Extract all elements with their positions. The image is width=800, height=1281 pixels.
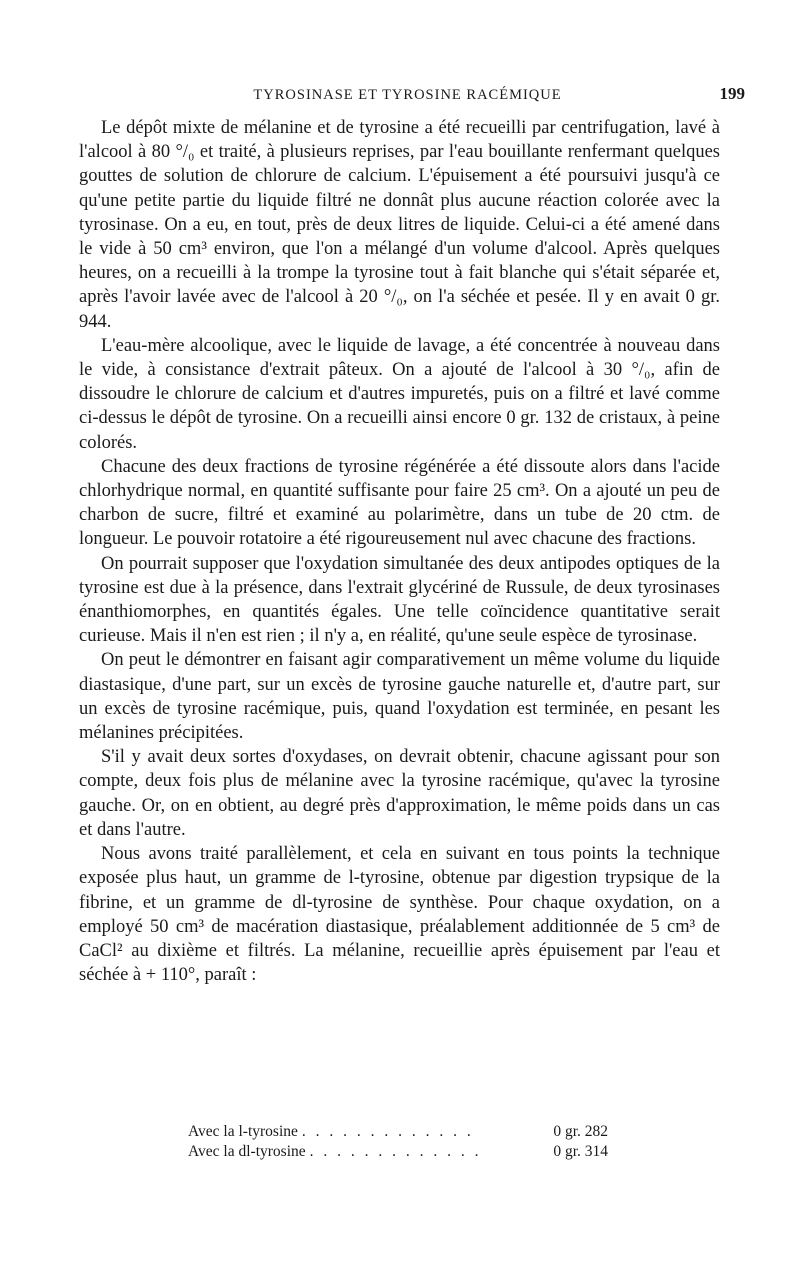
results-table [188, 1122, 608, 1162]
page-number: 199 [719, 84, 745, 103]
paragraph-2: L'eau-mère alcoolique, avec le liquide de lavage, a été concentrée à nouveau dans le vide, à consistance d'extrait pâteux. On a ajouté de l'alcool à 30 °/₀, afin de dissoudre le chlorure de calcium et d'autres impuretés, puis on a filtré et lavé comme ci-dessus le dépôt de tyrosine. On a recueilli ainsi encore 0 gr. 132 de cristaux, à peine colorés. [79, 335, 720, 453]
paragraph-4: On pourrait supposer que l'oxydation simultanée des deux antipodes optiques de la tyrosine est due à la présence, dans l'extrait glycériné de Russule, de deux tyrosinases énanthiomorphes, en quantités égales. Une telle coïncidence quantitative serait curieuse. Mais il n'en est rien ; il n'y a, en réalité, qu'une seule espèce de tyrosinase. [79, 553, 720, 647]
paragraph-6: S'il y avait deux sortes d'oxydases, on devrait obtenir, chacune agissant pour son compte, deux fois plus de mélanine avec la tyrosine racémique, qu'avec la tyrosine gauche. Or, on en obtient, au degré près d'approximation, le même poids dans un cas et dans l'autre. [79, 747, 720, 840]
paragraph-5: On peut le démontrer en faisant agir comparativement un même volume du liquide diastasique, d'une part, sur un excès de tyrosine gauche naturelle et, d'autre part, sur un excès de tyrosine racémique, puis, quand l'oxydation est terminée, en pesant les mélanines précipitées. [79, 650, 720, 744]
result-value: 0 gr. 282 [553, 1123, 608, 1140]
result-label: Avec la l-tyrosine [188, 1123, 298, 1140]
dot-leader: . . . . . . . . . . . . . [309, 1143, 482, 1160]
result-row [188, 1142, 608, 1162]
result-value: 0 gr. 314 [553, 1143, 608, 1160]
result-row [188, 1122, 608, 1142]
running-title: TYROSINASE ET TYROSINE RACÉMIQUE [253, 87, 562, 103]
paragraph-3: Chacune des deux fractions de tyrosine régénérée a été dissoute alors dans l'acide chlorhydrique normal, en quantité suffisante pour faire 25 cm³. On a ajouté un peu de charbon de sucre, filtré et examiné au polarimètre, dans un tube de 20 ctm. de longueur. Le pouvoir rotatoire a été rigoureusement nul avec chacune des fractions. [79, 456, 720, 550]
paragraph-7: Nous avons traité parallèlement, et cela en suivant en tous points la technique exposée plus haut, un gramme de l-tyrosine, obtenue par digestion trypsique de la fibrine, et un gramme de dl-tyrosine de synthèse. Pour chaque oxydation, on a employé 50 cm³ de macération diastasique, préalablement additionnée de 5 cm³ de CaCl² au dixième et filtrés. La mélanine, recueillie après épuisement par l'eau et séchée à + 110°, paraît : [79, 844, 720, 986]
paragraph-1: Le dépôt mixte de mélanine et de tyrosine a été recueilli par centrifugation, lavé à l'alcool à 80 °/₀ et traité, à plusieurs reprises, par l'eau bouillante renfermant quelques gouttes de solution de chlorure de calcium. L'épuisement a été poursuivi jusqu'à ce qu'une petite partie du liquide filtré ne donnât plus aucune réaction colorée avec la tyrosinase. On a eu, en tout, près de deux litres de liquide. Celui-ci a été amené dans le vide à 50 cm³ environ, que l'on a mélangé d'un volume d'alcool. Après quelques heures, on a recueilli à la trompe la tyrosine tout à fait blanche qui s'était séparée et, après l'avoir lavée avec de l'alcool à 20 °/₀, on l'a séchée et pesée. Il y en avait 0 gr. 944. [79, 118, 720, 332]
result-label: Avec la dl-tyrosine [188, 1143, 306, 1160]
body-text [79, 116, 720, 987]
dot-leader: . . . . . . . . . . . . . [301, 1123, 474, 1140]
running-head [70, 84, 745, 108]
